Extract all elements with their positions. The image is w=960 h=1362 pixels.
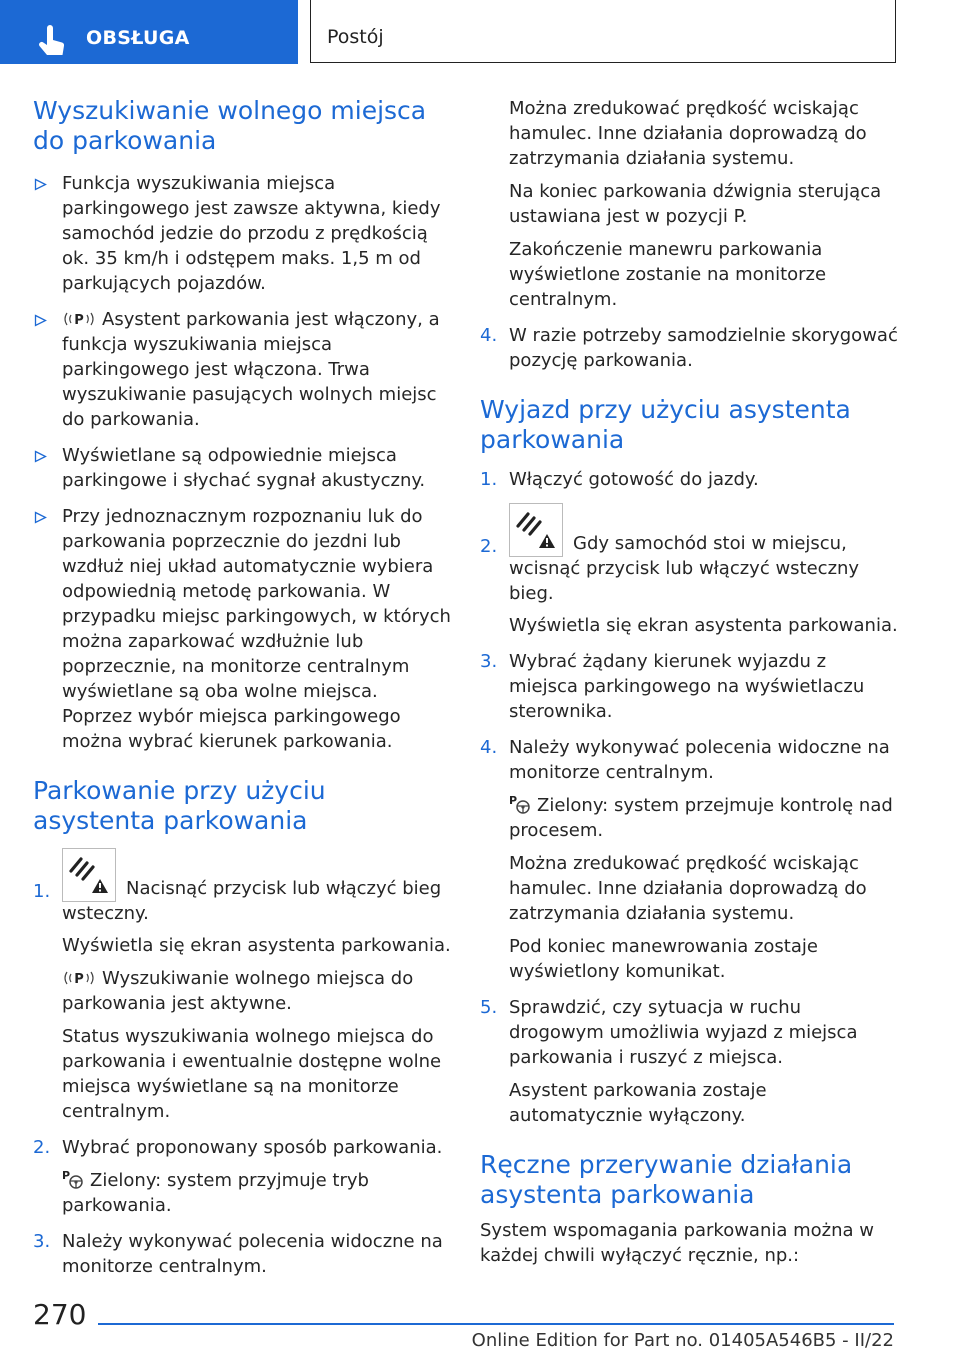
list-item xyxy=(33,504,453,754)
svg-text:P: P xyxy=(509,794,518,807)
triangle-bullet-icon xyxy=(34,511,47,524)
step-note: Asystent parkowania zostaje automatycznie wyłączony. xyxy=(509,1080,767,1126)
step-note: Na koniec parkowania dźwignia sterująca ustawiana jest w pozycji P. xyxy=(509,181,882,227)
step-number: 3. xyxy=(480,651,498,672)
step-number: 1. xyxy=(33,881,51,902)
step-note: Status wyszukiwania wolnego miejsca do parkowania i ewentualnie dostępne wolne miejsca wyświetlane są na monitorze centralnym. xyxy=(62,1026,442,1122)
step-note: Wyświetla się ekran asystenta parkowania. xyxy=(62,935,451,956)
park-assist-button-icon xyxy=(62,848,116,902)
park-assist-button-icon xyxy=(509,503,563,557)
step-note: Można zredukować prędkość wciskając hamulec. Inne działania doprowadzą do zatrzymania działania systemu. xyxy=(509,98,867,169)
step-item xyxy=(33,848,453,926)
step-note: Pod koniec manewrowania zostaje wyświetlony komunikat. xyxy=(509,936,818,982)
step-item xyxy=(480,649,900,724)
step-text: Wybrać żądany kierunek wyjazdu z miejsca parkingowego na wyświetlaczu sterownika. xyxy=(509,651,865,722)
list-item xyxy=(33,443,453,493)
triangle-bullet-icon xyxy=(34,314,47,327)
step-note xyxy=(480,793,900,843)
right-column xyxy=(480,96,900,1268)
step-item xyxy=(480,735,900,785)
step-item xyxy=(480,995,900,1070)
step-number: 2. xyxy=(33,1137,51,1158)
step-text: Należy wykonywać polecenia widoczne na monitorze centralnym. xyxy=(62,1231,443,1277)
parking-car-icon xyxy=(62,1169,84,1189)
step-text: Nacisnąć przycisk lub włączyć bieg wsteczny. xyxy=(62,878,442,924)
list-item-text: Przy jednoznacznym rozpoznaniu luk do parkowania poprzecznie do jezdni lub wzdłuż niej układ automatycznie wybiera odpowiednią metodę parkowania. W przypadku miejsc parkingowych, w których można zaparkować wzdłużnie lub poprzecznie, na monitorze centralnym wyświetlane są oba wolne miejsca. Poprzez wybór miejsca parkingowego można wybrać kierunek parkowania. xyxy=(62,506,451,752)
step-number: 4. xyxy=(480,325,498,346)
list-item xyxy=(33,307,453,432)
step-item xyxy=(33,1135,453,1160)
step-note xyxy=(33,966,453,1016)
step-number: 1. xyxy=(480,469,498,490)
svg-text:P: P xyxy=(74,972,84,986)
step-text: Wybrać proponowany sposób parkowania. xyxy=(62,1137,443,1158)
step-item xyxy=(33,1229,453,1279)
parking-car-icon xyxy=(509,794,531,814)
section-tab-label: OBSŁUGA xyxy=(86,27,190,49)
heading-search-space: Wyszukiwanie wolnego miejsca do parkowania xyxy=(33,96,427,155)
heading-manual-cancel: Ręczne przerywanie działania asystenta parkowania xyxy=(480,1150,853,1209)
step-note xyxy=(33,1168,453,1218)
page-number: 270 xyxy=(33,1298,87,1331)
step-text: Sprawdzić, czy sytuacja w ruchu drogowym umożliwia wyjazd z miejsca parkowania i ruszyć z miejsca. xyxy=(509,997,858,1068)
svg-text:P: P xyxy=(62,1169,71,1182)
left-column xyxy=(33,96,453,1279)
step-note-text: Zielony: system przejmuje kontrolę nad procesem. xyxy=(509,795,893,841)
step-item xyxy=(480,467,900,492)
chapter-title: Postój xyxy=(327,26,384,48)
step-item xyxy=(480,323,900,373)
triangle-bullet-icon xyxy=(34,450,47,463)
step-item xyxy=(480,503,900,606)
step-number: 4. xyxy=(480,737,498,758)
heading-parking-with-assistant: Parkowanie przy użyciu asystenta parkowania xyxy=(33,776,326,835)
paragraph: System wspomagania parkowania można w każdej chwili wyłączyć ręcznie, np.: xyxy=(480,1220,875,1266)
hand-pointer-icon xyxy=(34,24,70,60)
heading-exit-with-assistant: Wyjazd przy użyciu asystenta parkowania xyxy=(480,395,851,454)
chapter-header xyxy=(310,0,896,63)
step-text: W razie potrzeby samodzielnie skorygować pozycję parkowania. xyxy=(509,325,898,371)
step-text: Gdy samochód stoi w miejscu, wcisnąć przycisk lub włączyć wsteczny bieg. xyxy=(509,533,860,604)
list-item-text: Asystent parkowania jest włączony, a funkcja wyszukiwania miejsca parkingowego jest włączona. Trwa wyszukiwanie pasujących wolnych miejsc do parkowania. xyxy=(62,309,440,430)
step-text: Należy wykonywać polecenia widoczne na monitorze centralnym. xyxy=(509,737,890,783)
footer-divider xyxy=(98,1323,894,1325)
step-note-text: Wyszukiwanie wolnego miejsca do parkowania jest aktywne. xyxy=(62,968,414,1014)
step-note: Można zredukować prędkość wciskając hamulec. Inne działania doprowadzą do zatrzymania działania systemu. xyxy=(509,853,867,924)
step-note: Zakończenie manewru parkowania wyświetlone zostanie na monitorze centralnym. xyxy=(509,239,827,310)
list-item-text: Funkcja wyszukiwania miejsca parkingowego jest zawsze aktywna, kiedy samochód jedzie do przodu z prędkością ok. 35 km/h i odstępem maks. 1,5 m od parkujących pojazdów. xyxy=(62,173,441,294)
section-tab xyxy=(0,0,298,64)
parking-search-icon xyxy=(62,311,96,327)
step-text: Włączyć gotowość do jazdy. xyxy=(509,469,759,490)
triangle-bullet-icon xyxy=(34,178,47,191)
step-number: 5. xyxy=(480,997,498,1018)
edition-note: Online Edition for Part no. 01405A546B5 - II/22 xyxy=(471,1330,894,1351)
step-number: 2. xyxy=(480,536,498,557)
step-note: Wyświetla się ekran asystenta parkowania. xyxy=(509,615,898,636)
step-note-text: Zielony: system przyjmuje tryb parkowania. xyxy=(62,1170,369,1216)
list-item-text: Wyświetlane są odpowiednie miejsca parkingowe i słychać sygnał akustyczny. xyxy=(62,445,426,491)
svg-text:P: P xyxy=(74,313,84,327)
step-number: 3. xyxy=(33,1231,51,1252)
list-item xyxy=(33,171,453,296)
parking-search-icon xyxy=(62,970,96,986)
